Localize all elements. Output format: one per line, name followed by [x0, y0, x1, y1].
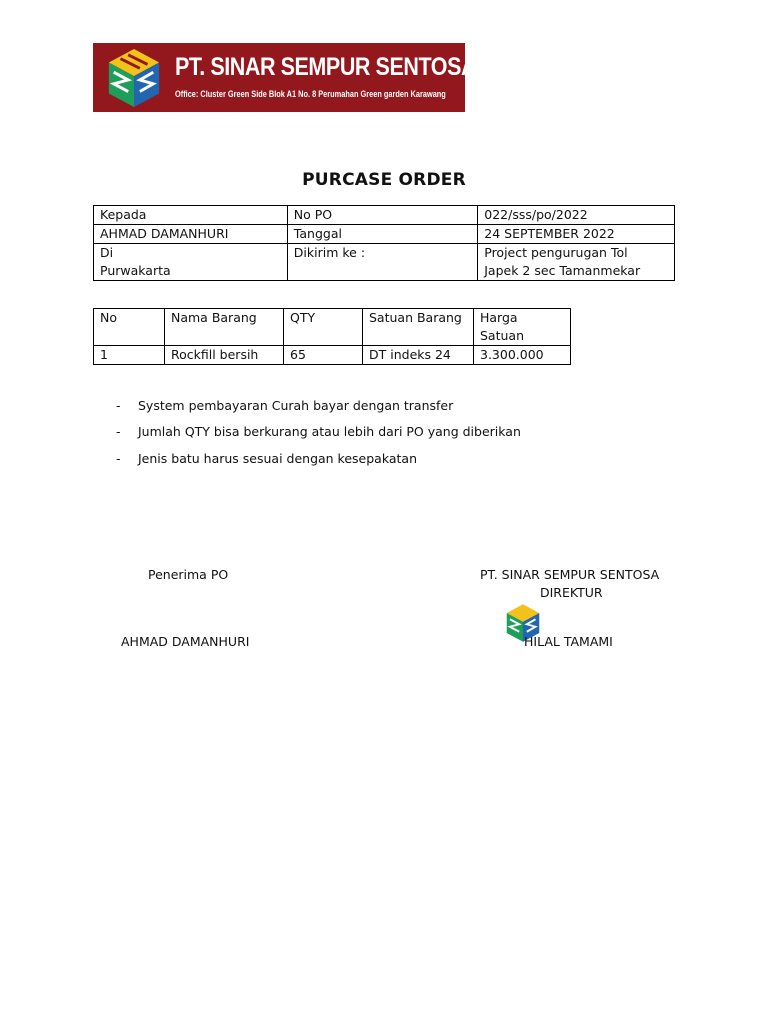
- notes-list: [116, 392, 521, 472]
- item-qty: 65: [284, 346, 363, 365]
- bullet-dash: -: [116, 450, 121, 466]
- col-header-price-line-1: Harga: [480, 310, 518, 325]
- note-text: System pembayaran Curah bayar dengan transfer: [138, 397, 454, 413]
- col-header-qty: QTY: [284, 309, 363, 346]
- info-cell-to-label: Kepada: [94, 206, 288, 225]
- receiver-label: Penerima PO: [148, 567, 229, 582]
- col-header-unit: Satuan Barang: [363, 309, 474, 346]
- po-items-table: [93, 308, 571, 365]
- director-position: DIREKTUR: [540, 585, 603, 600]
- item-name: Rockfill bersih: [165, 346, 284, 365]
- note-text: Jenis batu harus sesuai dengan kesepakatan: [138, 450, 418, 466]
- info-cell-po-number: 022/sss/po/2022: [478, 206, 675, 225]
- info-cell-date-label: Tanggal: [287, 225, 477, 244]
- info-cell-date: 24 SEPTEMBER 2022: [478, 225, 675, 244]
- table-row: [94, 346, 571, 365]
- sss-cube-logo-icon: [105, 47, 163, 109]
- list-item: [116, 392, 521, 419]
- page-title: PURCASE ORDER: [302, 170, 466, 190]
- table-row: [94, 244, 675, 281]
- info-cell-recipient: AHMAD DAMANHURI: [94, 225, 288, 244]
- item-no: 1: [94, 346, 165, 365]
- list-item: [116, 419, 521, 446]
- item-unit: DT indeks 24: [363, 346, 474, 365]
- company-signature-label: PT. SINAR SEMPUR SENTOSA: [480, 567, 660, 582]
- note-text: Jumlah QTY bisa berkurang atau lebih dari PO yang diberikan: [138, 424, 521, 440]
- col-header-price-line-2: Satuan: [480, 328, 525, 343]
- po-info-table: [93, 205, 675, 281]
- info-cell-ship-label: Dikirim ke :: [287, 244, 477, 281]
- company-name: PT. SINAR SEMPUR SENTOSA: [175, 53, 477, 81]
- bullet-dash: -: [116, 397, 121, 413]
- receiver-name: AHMAD DAMANHURI: [121, 634, 250, 649]
- table-header-row: [94, 309, 571, 346]
- location-label: Di: [100, 245, 114, 260]
- table-row: [94, 206, 675, 225]
- location-city: Purwakarta: [100, 263, 171, 278]
- info-cell-ship-to: [478, 244, 675, 281]
- director-name: HILAL TAMAMI: [524, 634, 613, 649]
- item-price: 3.300.000: [474, 346, 571, 365]
- col-header-item-name: Nama Barang: [165, 309, 284, 346]
- ship-to-line-1: Project pengurugan Tol: [484, 245, 628, 260]
- col-header-no: No: [94, 309, 165, 346]
- col-header-unit-price: [474, 309, 571, 346]
- company-address: Office: Cluster Green Side Blok A1 No. 8 Perumahan Green garden Karawang: [175, 89, 446, 99]
- info-cell-po-label: No PO: [287, 206, 477, 225]
- company-header: [93, 43, 477, 112]
- list-item: [116, 445, 521, 472]
- table-row: [94, 225, 675, 244]
- ship-to-line-2: Japek 2 sec Tamanmekar: [484, 263, 641, 278]
- info-cell-location: [94, 244, 288, 281]
- bullet-dash: -: [116, 424, 121, 440]
